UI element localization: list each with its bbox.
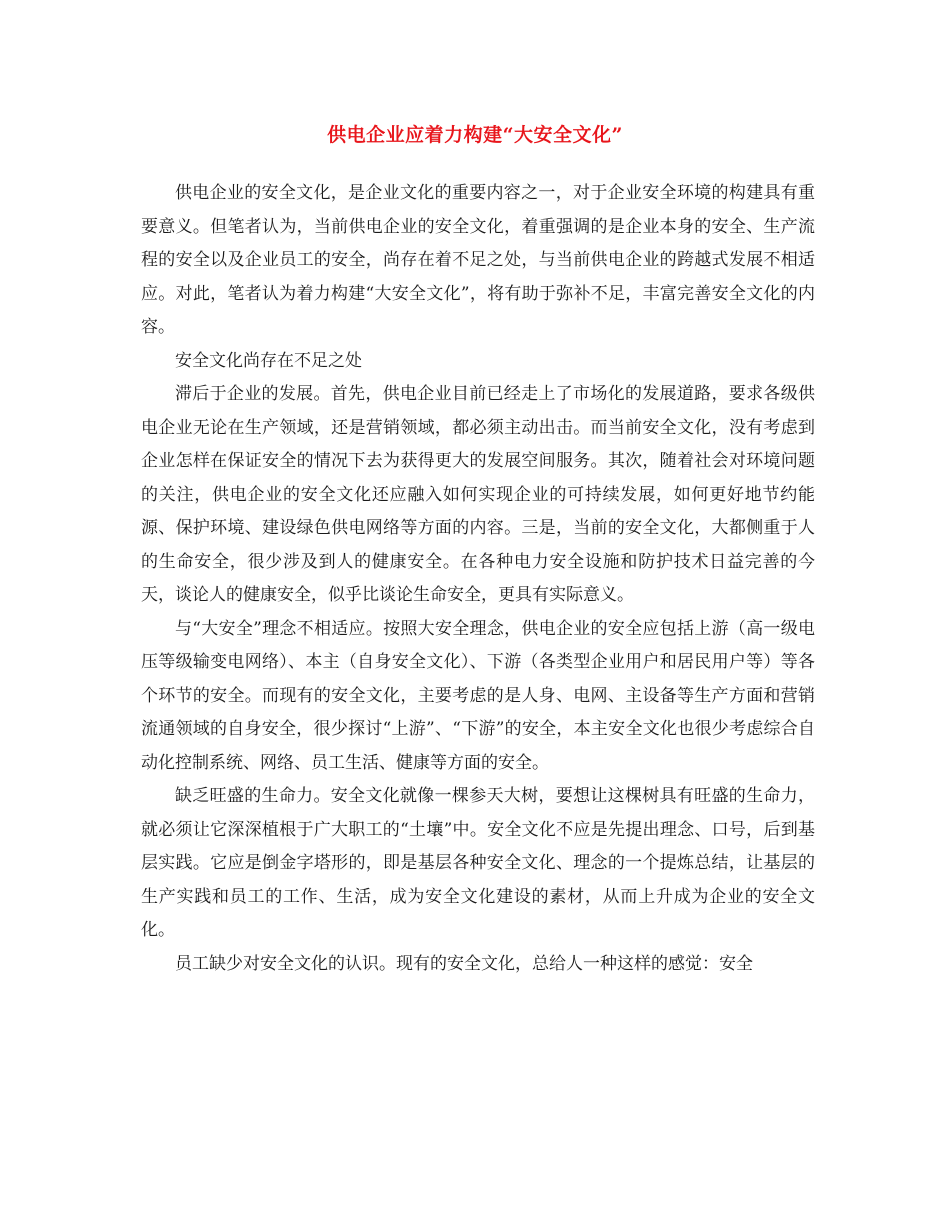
document-body bbox=[141, 177, 815, 981]
paragraph-vitality: 缺乏旺盛的生命力。安全文化就像一棵参天大树，要想让这棵树具有旺盛的生命力，就必须让它深深植根于广大职工的“土壤”中。安全文化不应是先提出理念、口号，后到基层实践。它应是倒金字塔形的，即是基层各种安全文化、理念的一个提炼总结，让基层的生产实践和员工的工作、生活，成为安全文化建设的素材，从而上升成为企业的安全文化。 bbox=[141, 786, 815, 940]
document-title: 供电企业应着力构建“大安全文化” bbox=[327, 124, 623, 146]
paragraph-intro: 供电企业的安全文化，是企业文化的重要内容之一，对于企业安全环境的构建具有重要意义。但笔者认为，当前供电企业的安全文化，着重强调的是企业本身的安全、生产流程的安全以及企业员工的安全，尚存在着不足之处，与当前供电企业的跨越式发展不相适应。对此，笔者认为着力构建“大安全文化”，将有助于弥补不足，丰富完善安全文化的内容。 bbox=[141, 183, 815, 337]
paragraph-lagging: 滞后于企业的发展。首先，供电企业目前已经走上了市场化的发展道路，要求各级供电企业无论在生产领域，还是营销领域，都必须主动出击。而当前安全文化，没有考虑到企业怎样在保证安全的情况下去为获得更大的发展空间服务。其次，随着社会对环境问题的关注，供电企业的安全文化还应融入如何实现企业的可持续发展，如何更好地节约能源、保护环境、建设绿色供电网络等方面的内容。三是，当前的安全文化，大都侧重于人的生命安全，很少涉及到人的健康安全。在各种电力安全设施和防护技术日益完善的今天，谈论人的健康安全，似乎比谈论生命安全，更具有实际意义。 bbox=[141, 384, 815, 605]
paragraph-section-heading: 安全文化尚存在不足之处 bbox=[175, 350, 362, 371]
paragraph-big-safety: 与“大安全”理念不相适应。按照大安全理念，供电企业的安全应包括上游（高一级电压等级输变电网络）、本主（自身安全文化）、下游（各类型企业用户和居民用户等）等各个环节的安全。而现有的安全文化，主要考虑的是人身、电网、主设备等生产方面和营销流通领域的自身安全，很少探讨“上游”、“下游”的安全，本主安全文化也很少考虑综合自动化控制系统、网络、员工生活、健康等方面的安全。 bbox=[141, 618, 815, 773]
paragraph-awareness: 员工缺少对安全文化的认识。现有的安全文化，总给人一种这样的感觉：安全 bbox=[175, 953, 753, 974]
